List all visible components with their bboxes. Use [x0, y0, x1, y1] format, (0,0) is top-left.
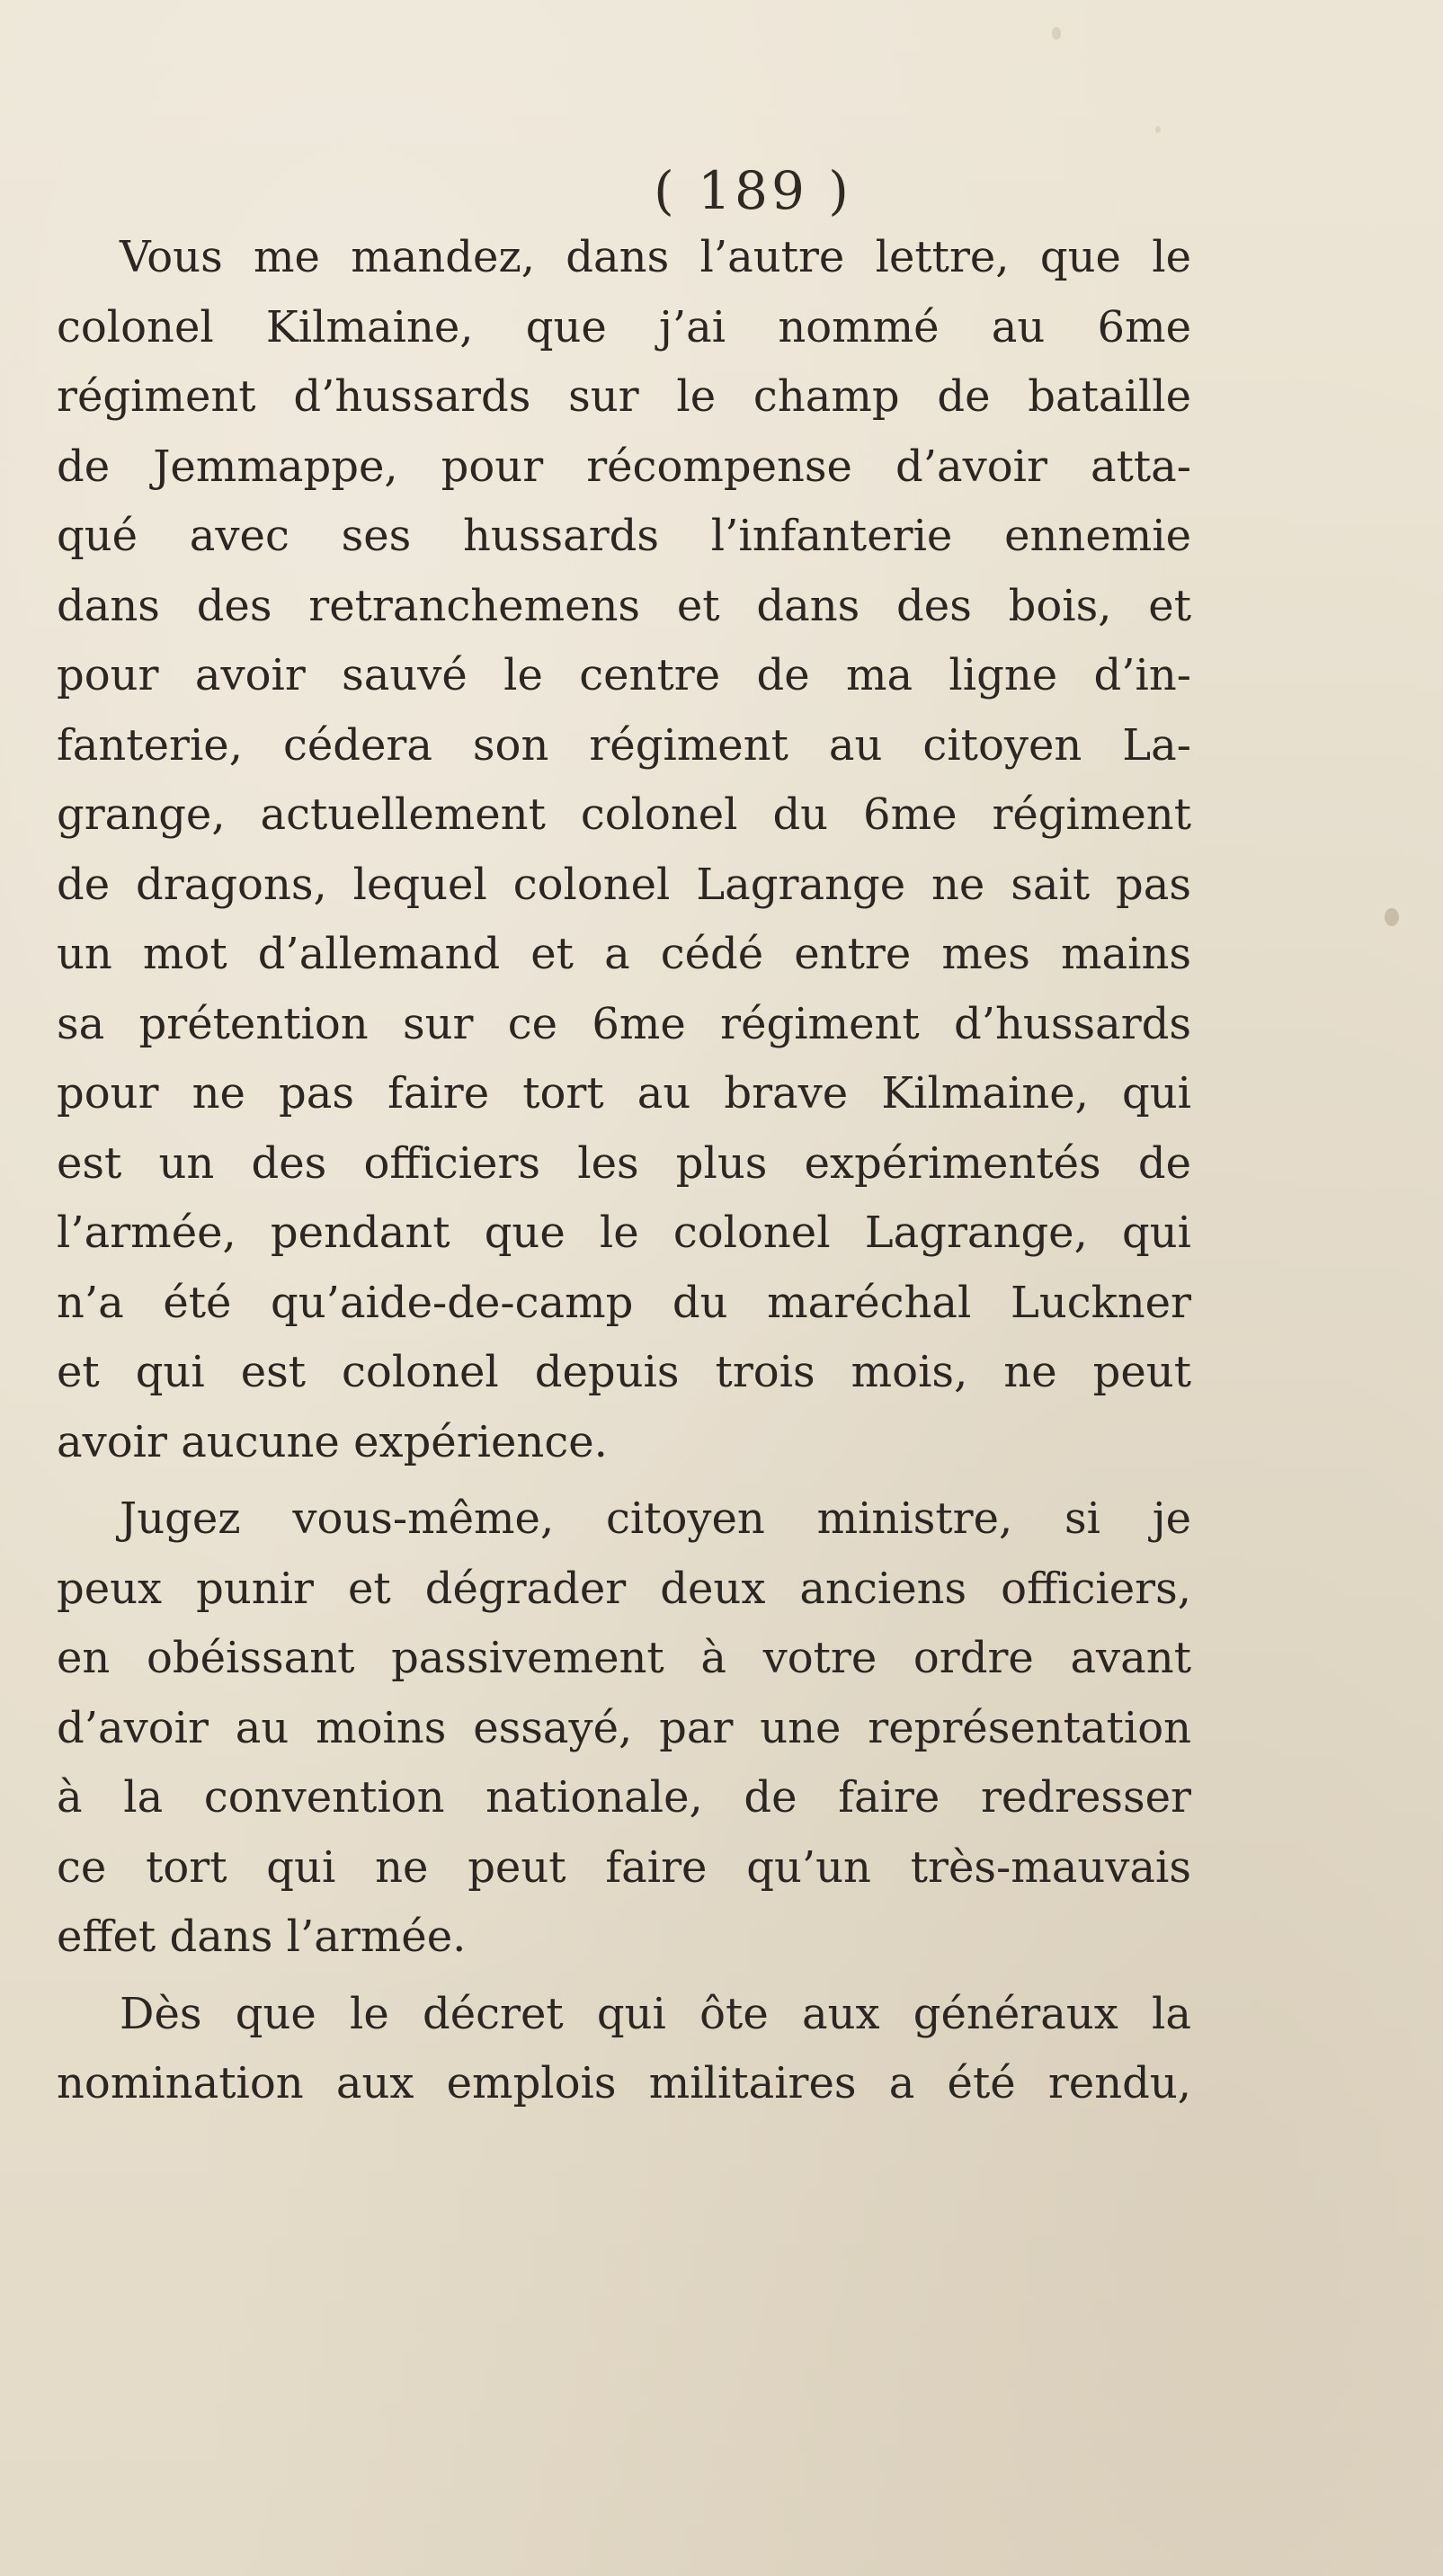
text-line: effet dans l’armée.: [57, 1912, 467, 1962]
paper-stain: [1155, 126, 1161, 133]
text-line: est un des officiers les plus expérimentés de: [57, 1137, 1191, 1189]
page-number: ( 189 ): [654, 160, 852, 221]
text-line: d’avoir au moins essayé, par une représentation: [57, 1702, 1191, 1753]
body-text: [57, 223, 1191, 2119]
paragraph-gap: [57, 1973, 1191, 1980]
text-line: fanterie, cédera son régiment au citoyen La-: [57, 719, 1191, 771]
text-line: ce tort qui ne peut faire qu’un très-mauvais: [57, 1841, 1191, 1893]
text-line: Jugez vous-même, citoyen ministre, si je: [120, 1493, 1191, 1544]
text-line: qué avec ses hussards l’infanterie ennemie: [57, 511, 1191, 561]
text-line: pour ne pas faire tort au brave Kilmaine, qui: [57, 1068, 1191, 1119]
text-line: grange, actuellement colonel du 6me régiment: [57, 789, 1191, 840]
text-line: en obéissant passivement à votre ordre avant: [57, 1633, 1191, 1683]
text-line: pour avoir sauvé le centre de ma ligne d’in-: [57, 650, 1191, 700]
text-line: sa prétention sur ce 6me régiment d’hussards: [57, 998, 1191, 1049]
text-line: Dès que le décret qui ôte aux généraux la: [120, 1988, 1191, 2039]
paper-stain: [1385, 908, 1399, 926]
text-line: avoir aucune expérience.: [57, 1416, 608, 1467]
paragraph-1: [57, 223, 1191, 1477]
text-line: peux punir et dégrader deux anciens officiers,: [57, 1563, 1191, 1614]
text-line: et qui est colonel depuis trois mois, ne peut: [57, 1347, 1191, 1397]
text-line: l’armée, pendant que le colonel Lagrange, qui: [57, 1208, 1191, 1258]
text-line: nomination aux emplois militaires a été rendu,: [57, 2058, 1191, 2108]
text-line: dans des retranchemens et dans des bois, et: [57, 580, 1191, 631]
text-line: un mot d’allemand et a cédé entre mes mains: [57, 929, 1191, 979]
paragraph-2: [57, 1484, 1191, 1973]
paper-stain: [1052, 27, 1061, 40]
text-line: de dragons, lequel colonel Lagrange ne sait pas: [57, 859, 1191, 910]
paragraph-gap: [57, 1477, 1191, 1484]
text-line: à la convention nationale, de faire redresser: [57, 1772, 1191, 1823]
text-line: n’a été qu’aide-de-camp du maréchal Luckner: [57, 1277, 1191, 1328]
text-line: de Jemmappe, pour récompense d’avoir atta-: [57, 441, 1191, 492]
text-line: régiment d’hussards sur le champ de bataille: [57, 371, 1191, 422]
paragraph-3: [57, 1980, 1191, 2119]
text-line: colonel Kilmaine, que j’ai nommé au 6me: [57, 301, 1191, 352]
text-line: Vous me mandez, dans l’autre lettre, que le: [120, 232, 1191, 282]
